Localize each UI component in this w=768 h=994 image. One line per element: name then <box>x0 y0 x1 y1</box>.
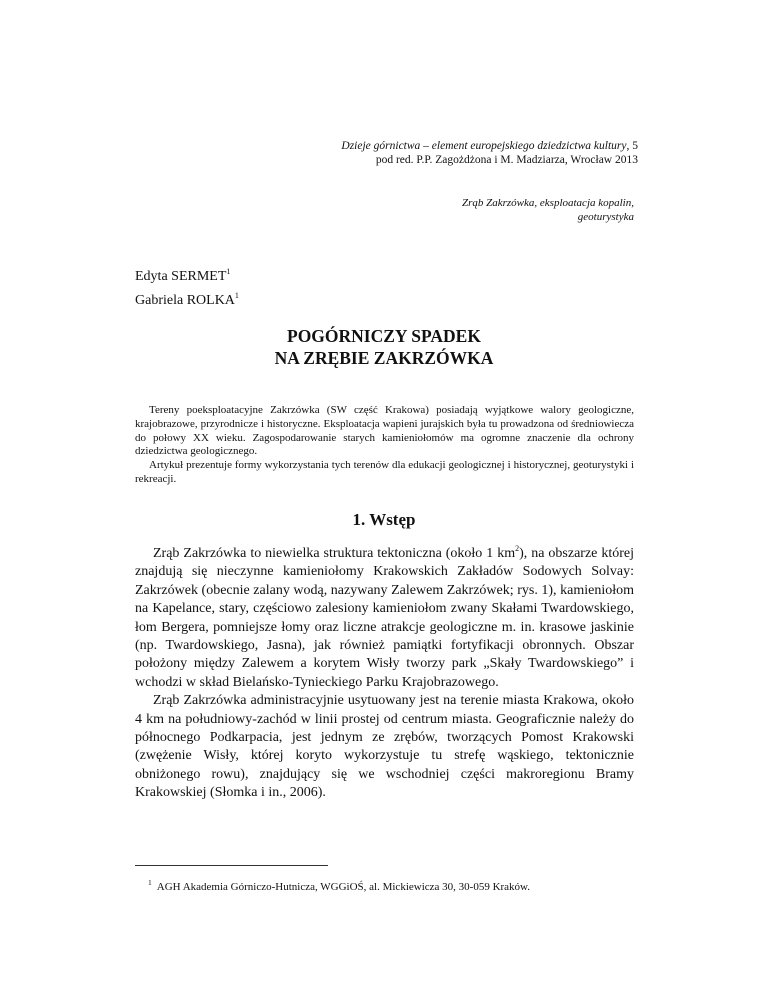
abstract-paragraph: Tereny poeksploatacyjne Zakrzówka (SW część Krakowa) posiadają wyjątkowe walory geologiczne, krajobrazowe, przyrodnicze i historyczne. Eksploatacja wapieni jurajskich była tu prowadzona od średniowiecza do połowy XX wieku. Zagospodarowanie starych kamieniołomów ma ogromne znaczenie dla ochrony dziedzictwa geologicznego. <box>135 404 634 458</box>
abstract <box>135 404 634 487</box>
footnote <box>148 876 530 894</box>
body-text-run: ), na obszarze której znajdują się nieczynne kamieniołomy Krakowskich Zakładów Sodowych Solvay: Zakrzówek (obecnie zalany wodą, nazywany Zalewem Zakrzówek; rys. 1), kamieniołom na Kapelance, stary, częściowo zalesiony kamieniołom zwany Skałami Twardowskiego, łom Bergera, pomniejsze łomy oraz liczne atrakcje geologiczne m. in. krasowe jaskinie (np. Twardowskiego, Jasna), jak również pamiątki fortyfikacji obronnych. Obszar położony między Zalewem a korytem Wisły tworzy park „Skały Twardowskiego” i wchodzi w skład Bielańsko-Tynieckiego Parku Krajobrazowego. <box>135 546 635 690</box>
footnote-text: AGH Akademia Górniczo-Hutnicza, WGGiOŚ, al. Mickiewicza 30, 30-059 Kraków. <box>156 881 531 893</box>
series-title: Dzieje górnictwa – element europejskiego dziedzictwa kultury <box>341 140 627 152</box>
superscript: 2 <box>515 544 520 553</box>
abstract-paragraph: Artykuł prezentuje formy wykorzystania tych terenów dla edukacji geologicznej i historycznej, geoturystyki i rekreacji. <box>135 459 634 485</box>
author <box>135 262 239 286</box>
affiliation-mark: 1 <box>226 267 231 276</box>
author-name: Edyta SERMET <box>135 269 227 284</box>
keywords-line-1: Zrąb Zakrzówka, eksploatacja kopalin, <box>461 197 634 209</box>
affiliation-mark: 1 <box>234 291 239 300</box>
footnote-mark: 1 <box>148 878 152 887</box>
series-number: , 5 <box>626 140 638 152</box>
author-list <box>135 262 239 310</box>
footnote-separator <box>135 865 328 866</box>
section-heading: 1. Wstęp <box>352 510 416 529</box>
body-paragraph <box>135 545 634 692</box>
author-name: Gabriela ROLKA <box>135 293 235 308</box>
title-line-2: NA ZRĘBIE ZAKRZÓWKA <box>274 348 494 368</box>
editors-line: pod red. P.P. Zagożdżona i M. Madziarza, Wrocław 2013 <box>375 154 638 166</box>
paper-title <box>0 325 768 369</box>
body-text-run: Zrąb Zakrzówka to niewielka struktura tektoniczna (około 1 km <box>153 546 516 561</box>
series-header <box>341 139 638 167</box>
body-paragraph: Zrąb Zakrzówka administracyjnie usytuowany jest na terenie miasta Krakowa, około 4 km na południowy-zachód w linii prostej od centrum miasta. Geograficznie należy do północnego Podkarpacia, jest jednym ze zrębów, tworzących Pomost Krakowski (zwężenie Wisły, której koryto wykorzystuje tu strefę wąskiego, tektonicznie obniżonego rowu), znajdujący się we wschodniej części makroregionu Bramy Krakowskiej (Słomka i in., 2006). <box>135 693 634 801</box>
series-title-line <box>341 139 638 153</box>
keywords-line-2: geoturystyka <box>577 211 634 223</box>
title-line-1: POGÓRNICZY SPADEK <box>287 326 481 346</box>
keywords <box>462 196 634 224</box>
author <box>135 286 239 310</box>
body-text <box>135 545 634 803</box>
